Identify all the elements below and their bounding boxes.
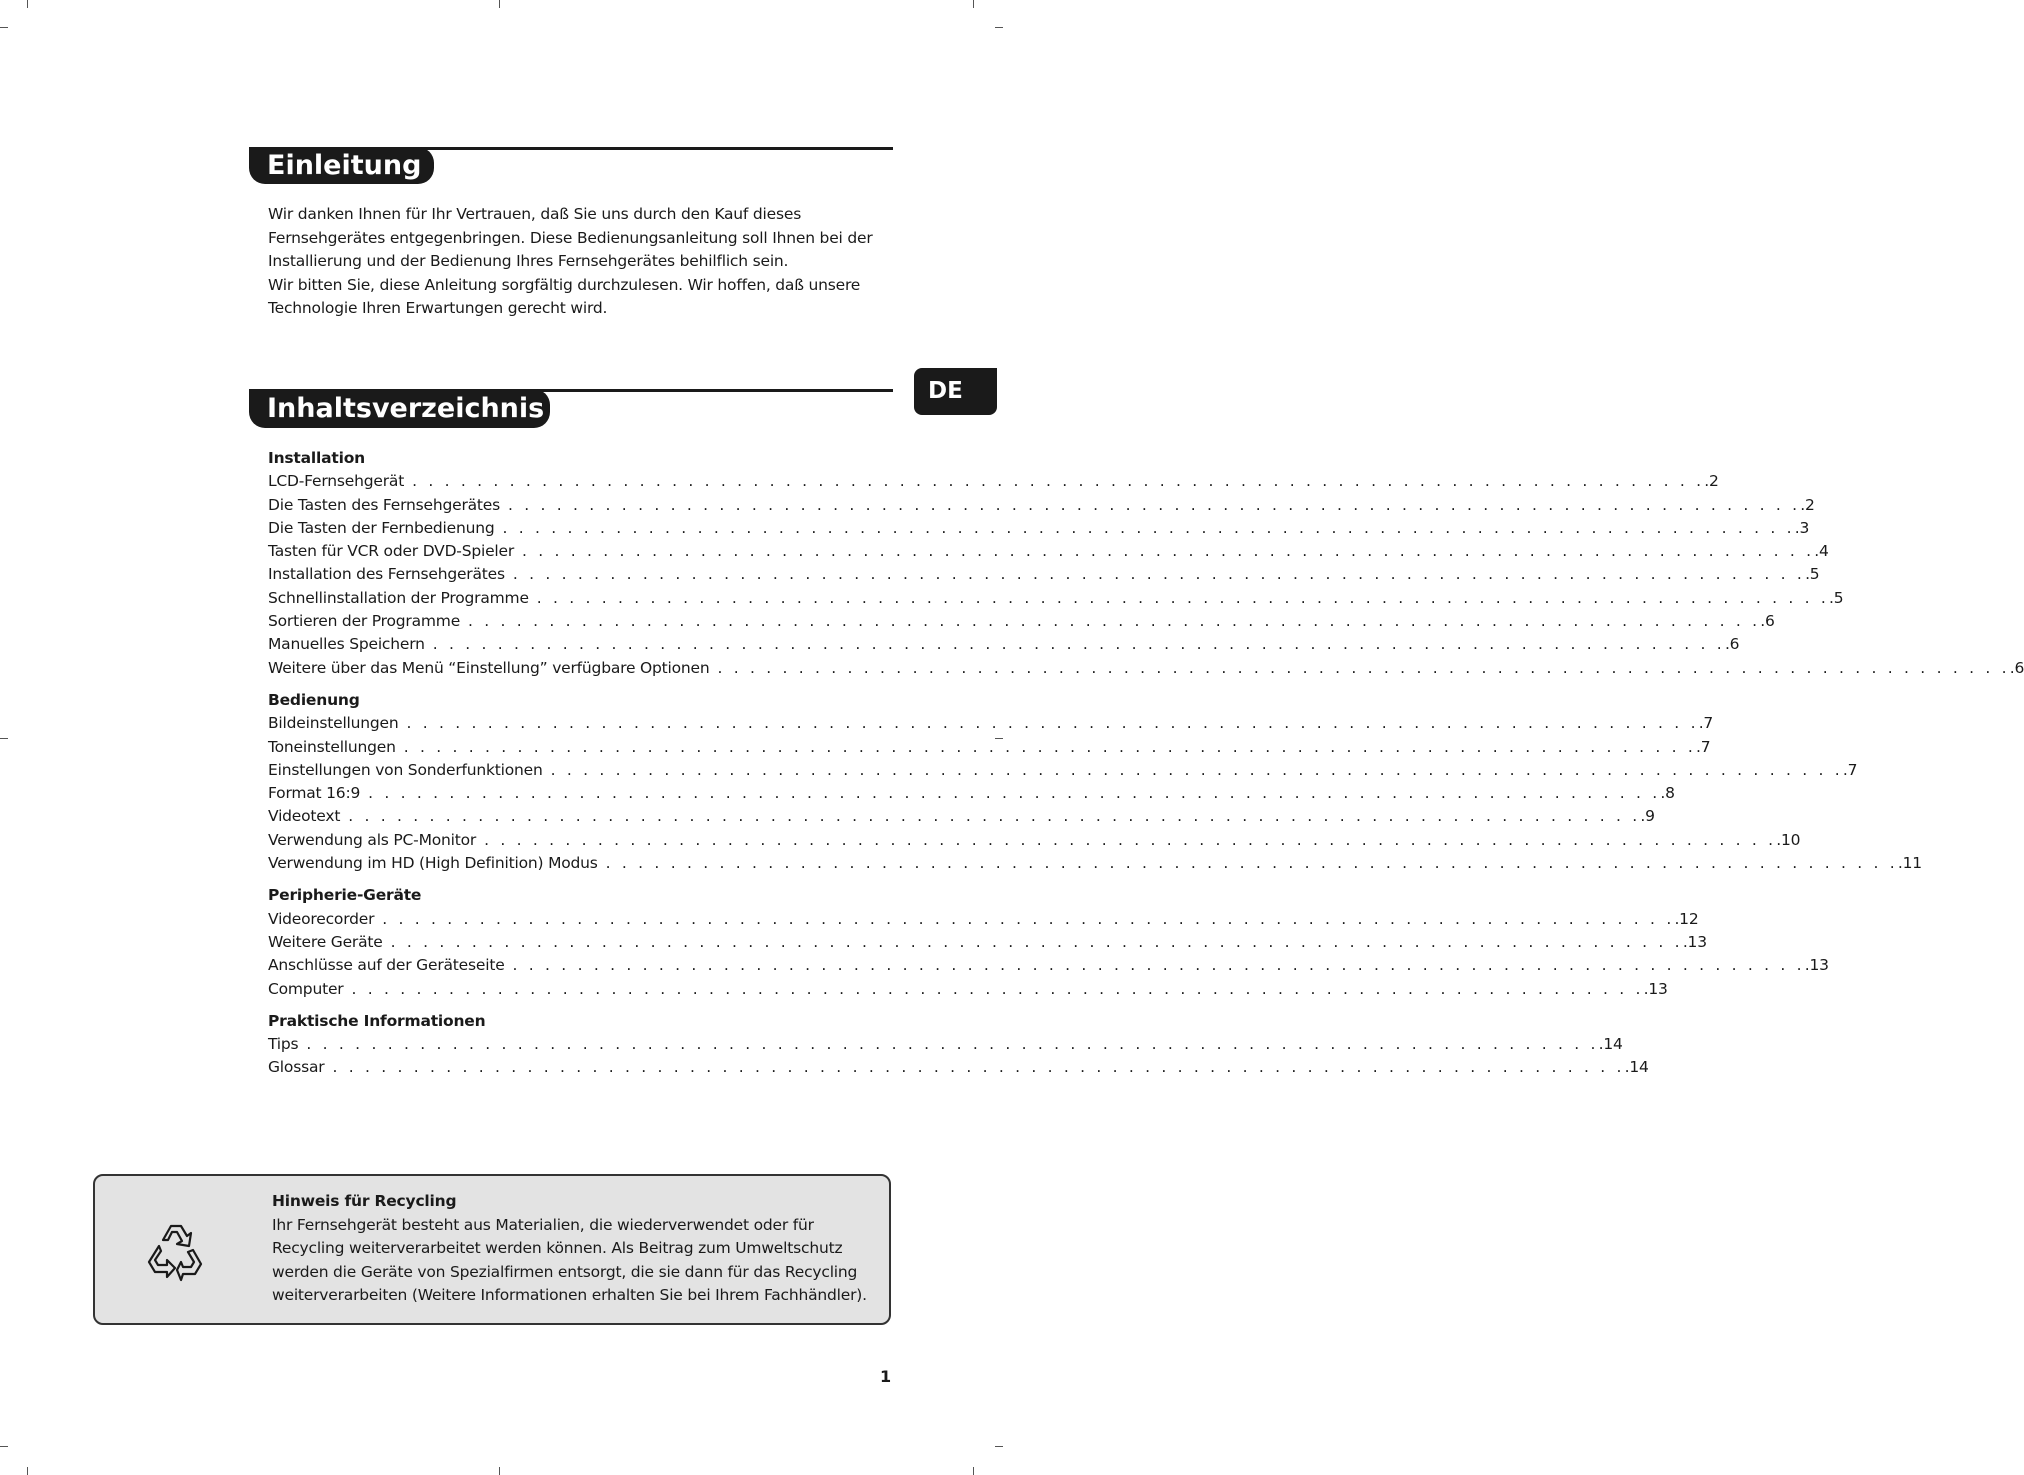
toc-section — [268, 447, 2024, 680]
crop-mark — [973, 0, 974, 8]
toc-leader-dots: . . . . . . . . . . . . . . . . . . . . . . . . . . . . . . . . . . . . . . . . . . . . . . . . . . . . . . . . . . . . . . . . . . . . . . . . . . . . . . . . — [306, 1035, 1599, 1054]
section-rule — [404, 147, 893, 150]
toc-entry-label: Schnellinstallation der Programme — [268, 588, 529, 607]
crop-mark — [0, 27, 8, 28]
toc-section — [268, 884, 1829, 1000]
toc-leader-dots: . . . . . . . . . . . . . . . . . . . . . . . . . . . . . . . . . . . . . . . . . . . . . . . . . . . . . . . . . . . . . . . . . . . . . . . . . . . . . . . . — [502, 518, 1795, 537]
toc-leader-dots: . . . . . . . . . . . . . . . . . . . . . . . . . . . . . . . . . . . . . . . . . . . . . . . . . . . . . . . . . . . . . . . . . . . . . . . . . . . . . . . . — [550, 760, 1843, 779]
intro-heading: Einleitung — [249, 147, 434, 184]
toc-entry-label: Sortieren der Programme — [268, 612, 461, 631]
toc-entry-page: .5 — [1828, 588, 1844, 607]
toc-entry-page: .12 — [1674, 909, 1699, 928]
toc-entry-label: Tasten für VCR oder DVD-Spieler — [268, 542, 515, 561]
toc-section — [268, 689, 1922, 875]
section-rule — [520, 389, 893, 392]
toc-leader-dots: . . . . . . . . . . . . . . . . . . . . . . . . . . . . . . . . . . . . . . . . . . . . . . . . . . . . . . . . . . . . . . . . . . . . . . . . . . . . . . . . — [351, 979, 1644, 998]
crop-mark — [0, 738, 8, 739]
crop-mark — [995, 27, 1003, 28]
intro-paragraph: Wir danken Ihnen für Ihr Vertrauen, daß Sie uns durch den Kauf dieses Fernsehgerätes entgegenbringen. Diese Bedienungsanleitung soll Ihnen bei der Installierung und der Bedienung Ihres Fernsehgerätes behilflich sein. — [268, 205, 873, 271]
toc-entry-page: .13 — [1682, 932, 1707, 951]
toc-leader-dots: . . . . . . . . . . . . . . . . . . . . . . . . . . . . . . . . . . . . . . . . . . . . . . . . . . . . . . . . . . . . . . . . . . . . . . . . . . . . . . . . — [332, 1058, 1625, 1077]
intro-paragraph: Wir bitten Sie, diese Anleitung sorgfältig durchzulesen. Wir hoffen, daß unsere Technologie Ihren Erwartungen gerecht wird. — [268, 275, 861, 318]
recycle-icon — [141, 1220, 209, 1286]
toc-leader-dots: . . . . . . . . . . . . . . . . . . . . . . . . . . . . . . . . . . . . . . . . . . . . . . . . . . . . . . . . . . . . . . . . . . . . . . . . . . . . . . . . — [522, 542, 1815, 561]
toc-leader-dots: . . . . . . . . . . . . . . . . . . . . . . . . . . . . . . . . . . . . . . . . . . . . . . . . . . . . . . . . . . . . . . . . . . . . . . . . . . . . . . . . — [512, 956, 1805, 975]
crop-mark — [0, 1446, 8, 1447]
toc-leader-dots: . . . . . . . . . . . . . . . . . . . . . . . . . . . . . . . . . . . . . . . . . . . . . . . . . . . . . . . . . . . . . . . . . . . . . . . . . . . . . . . . — [406, 714, 1699, 733]
toc-section-title: Praktische Informationen — [268, 1011, 486, 1030]
toc-entry-label: Verwendung als PC-Monitor — [268, 830, 477, 849]
toc-entry[interactable] — [268, 908, 1699, 931]
toc-entry[interactable] — [268, 494, 1815, 517]
toc-entry[interactable] — [268, 736, 1711, 759]
toc-entry-page: .2 — [1800, 495, 1815, 514]
toc-entry-page: .7 — [1698, 714, 1714, 733]
toc-entry-page: .6 — [1760, 612, 1775, 631]
toc-leader-dots: . . . . . . . . . . . . . . . . . . . . . . . . . . . . . . . . . . . . . . . . . . . . . . . . . . . . . . . . . . . . . . . . . . . . . . . . . . . . . . . . — [390, 932, 1683, 951]
toc-entry-label: Bildeinstellungen — [268, 714, 399, 733]
toc-entry-label: Toneinstellungen — [268, 737, 396, 756]
toc-leader-dots: . . . . . . . . . . . . . . . . . . . . . . . . . . . . . . . . . . . . . . . . . . . . . . . . . . . . . . . . . . . . . . . . . . . . . . . . . . . . . . . . — [508, 495, 1801, 514]
table-of-contents — [268, 447, 2024, 1089]
toc-leader-dots: . . . . . . . . . . . . . . . . . . . . . . . . . . . . . . . . . . . . . . . . . . . . . . . . . . . . . . . . . . . . . . . . . . . . . . . . . . . . . . . . — [382, 909, 1675, 928]
toc-entry-page: .11 — [1897, 854, 1922, 873]
intro-text — [268, 203, 878, 321]
toc-leader-dots: . . . . . . . . . . . . . . . . . . . . . . . . . . . . . . . . . . . . . . . . . . . . . . . . . . . . . . . . . . . . . . . . . . . . . . . . . . . . . . . . — [432, 635, 1725, 654]
toc-entry-label: Verwendung im HD (High Definition) Modus — [268, 854, 598, 873]
toc-entry[interactable] — [268, 1056, 1649, 1079]
toc-entry[interactable] — [268, 978, 1668, 1001]
toc-entry[interactable] — [268, 782, 1675, 805]
toc-entry-label: LCD-Fernsehgerät — [268, 472, 405, 491]
toc-entry[interactable] — [268, 610, 1775, 633]
toc-entry-page: .6 — [1724, 635, 1740, 654]
toc-entry[interactable] — [268, 563, 1820, 586]
toc-entry[interactable] — [268, 540, 1829, 563]
language-tab: DE — [914, 368, 997, 415]
crop-mark — [27, 1467, 28, 1475]
toc-entry[interactable] — [268, 954, 1829, 977]
toc-entry-label: Installation des Fernsehgerätes — [268, 565, 505, 584]
toc-entry[interactable] — [268, 759, 1858, 782]
toc-entry-label: Weitere Geräte — [268, 932, 383, 951]
toc-entry-label: Anschlüsse auf der Geräteseite — [268, 956, 505, 975]
toc-entry-page: .9 — [1640, 807, 1655, 826]
toc-entry[interactable] — [268, 633, 1740, 656]
toc-entry-label: Weitere über das Menü “Einstellung” verfügbare Optionen — [268, 658, 710, 677]
toc-leader-dots: . . . . . . . . . . . . . . . . . . . . . . . . . . . . . . . . . . . . . . . . . . . . . . . . . . . . . . . . . . . . . . . . . . . . . . . . . . . . . . . . — [468, 612, 1761, 631]
toc-entry[interactable] — [268, 805, 1655, 828]
recycling-title: Hinweis für Recycling — [272, 1192, 457, 1210]
toc-entry[interactable] — [268, 1033, 1623, 1056]
toc-entry-page: .13 — [1643, 979, 1668, 998]
toc-entry-page: .2 — [1704, 472, 1719, 491]
toc-leader-dots: . . . . . . . . . . . . . . . . . . . . . . . . . . . . . . . . . . . . . . . . . . . . . . . . . . . . . . . . . . . . . . . . . . . . . . . . . . . . . . . . — [368, 784, 1661, 803]
recycling-text: Ihr Fernsehgerät besteht aus Materialien, die wiederverwendet oder für Recycling weiterverarbeitet werden können. Als Beitrag zum Umweltschutz werden die Geräte von Spezialfirmen entsorgt, die sie dann für das Recycling weiterverarbeiten (Weitere Informationen erhalten Sie bei Ihrem Fachhändler). — [272, 1215, 867, 1305]
toc-leader-dots: . . . . . . . . . . . . . . . . . . . . . . . . . . . . . . . . . . . . . . . . . . . . . . . . . . . . . . . . . . . . . . . . . . . . . . . . . . . . . . . . — [512, 565, 1806, 584]
toc-entry[interactable] — [268, 657, 2024, 680]
toc-entry-page: .7 — [1842, 760, 1858, 779]
toc-leader-dots: . . . . . . . . . . . . . . . . . . . . . . . . . . . . . . . . . . . . . . . . . . . . . . . . . . . . . . . . . . . . . . . . . . . . . . . . . . . . . . . . — [412, 472, 1705, 491]
recycling-note — [93, 1174, 891, 1325]
toc-heading: Inhaltsverzeichnis — [249, 389, 550, 428]
crop-mark — [995, 1446, 1003, 1447]
toc-entry-label: Die Tasten des Fernsehgerätes — [268, 495, 501, 514]
toc-entry-page: .8 — [1660, 784, 1675, 803]
crop-mark — [499, 1467, 500, 1475]
toc-entry-label: Die Tasten der Fernbedienung — [268, 518, 495, 537]
crop-mark — [499, 0, 500, 8]
toc-entry-label: Tips — [268, 1035, 299, 1054]
toc-entry-label: Computer — [268, 979, 344, 998]
page-number: 1 — [880, 1367, 892, 1386]
toc-entry-label: Videorecorder — [268, 909, 375, 928]
toc-entry-page: .5 — [1805, 565, 1820, 584]
toc-entry[interactable] — [268, 517, 1810, 540]
toc-entry-label: Format 16:9 — [268, 784, 361, 803]
toc-entry[interactable] — [268, 587, 1844, 610]
toc-leader-dots: . . . . . . . . . . . . . . . . . . . . . . . . . . . . . . . . . . . . . . . . . . . . . . . . . . . . . . . . . . . . . . . . . . . . . . . . . . . . . . . . — [717, 658, 2010, 677]
toc-entry-page: .3 — [1794, 518, 1810, 537]
toc-entry-label: Einstellungen von Sonderfunktionen — [268, 760, 543, 779]
toc-section — [268, 1010, 1649, 1080]
toc-entry-page: .6 — [2009, 658, 2024, 677]
toc-entry-page: .10 — [1776, 830, 1801, 849]
toc-leader-dots: . . . . . . . . . . . . . . . . . . . . . . . . . . . . . . . . . . . . . . . . . . . . . . . . . . . . . . . . . . . . . . . . . . . . . . . . . . . . . . . . — [403, 737, 1696, 756]
toc-entry[interactable] — [268, 712, 1714, 735]
toc-entry-label: Videotext — [268, 807, 341, 826]
toc-entry-label: Glossar — [268, 1058, 325, 1077]
toc-entry[interactable] — [268, 829, 1801, 852]
crop-mark — [973, 1467, 974, 1475]
toc-leader-dots: . . . . . . . . . . . . . . . . . . . . . . . . . . . . . . . . . . . . . . . . . . . . . . . . . . . . . . . . . . . . . . . . . . . . . . . . . . . . . . . . — [484, 830, 1777, 849]
toc-leader-dots: . . . . . . . . . . . . . . . . . . . . . . . . . . . . . . . . . . . . . . . . . . . . . . . . . . . . . . . . . . . . . . . . . . . . . . . . . . . . . . . . — [348, 807, 1641, 826]
toc-entry-page: .14 — [1598, 1035, 1623, 1054]
toc-entry-page: .14 — [1624, 1058, 1649, 1077]
toc-leader-dots: . . . . . . . . . . . . . . . . . . . . . . . . . . . . . . . . . . . . . . . . . . . . . . . . . . . . . . . . . . . . . . . . . . . . . . . . . . . . . . . . — [536, 588, 1829, 607]
toc-entry-page: .7 — [1695, 737, 1711, 756]
toc-section-title: Bedienung — [268, 690, 360, 709]
crop-mark — [27, 0, 28, 8]
toc-section-title: Peripherie-Geräte — [268, 886, 422, 905]
toc-leader-dots: . . . . . . . . . . . . . . . . . . . . . . . . . . . . . . . . . . . . . . . . . . . . . . . . . . . . . . . . . . . . . . . . . . . . . . . . . . . . . . . . — [605, 854, 1898, 873]
toc-entry-page: .13 — [1804, 956, 1829, 975]
toc-entry-page: .4 — [1814, 542, 1829, 561]
toc-entry[interactable] — [268, 470, 1719, 493]
toc-entry[interactable] — [268, 852, 1922, 875]
toc-entry-label: Manuelles Speichern — [268, 635, 425, 654]
toc-section-title: Installation — [268, 449, 365, 467]
toc-entry[interactable] — [268, 931, 1707, 954]
